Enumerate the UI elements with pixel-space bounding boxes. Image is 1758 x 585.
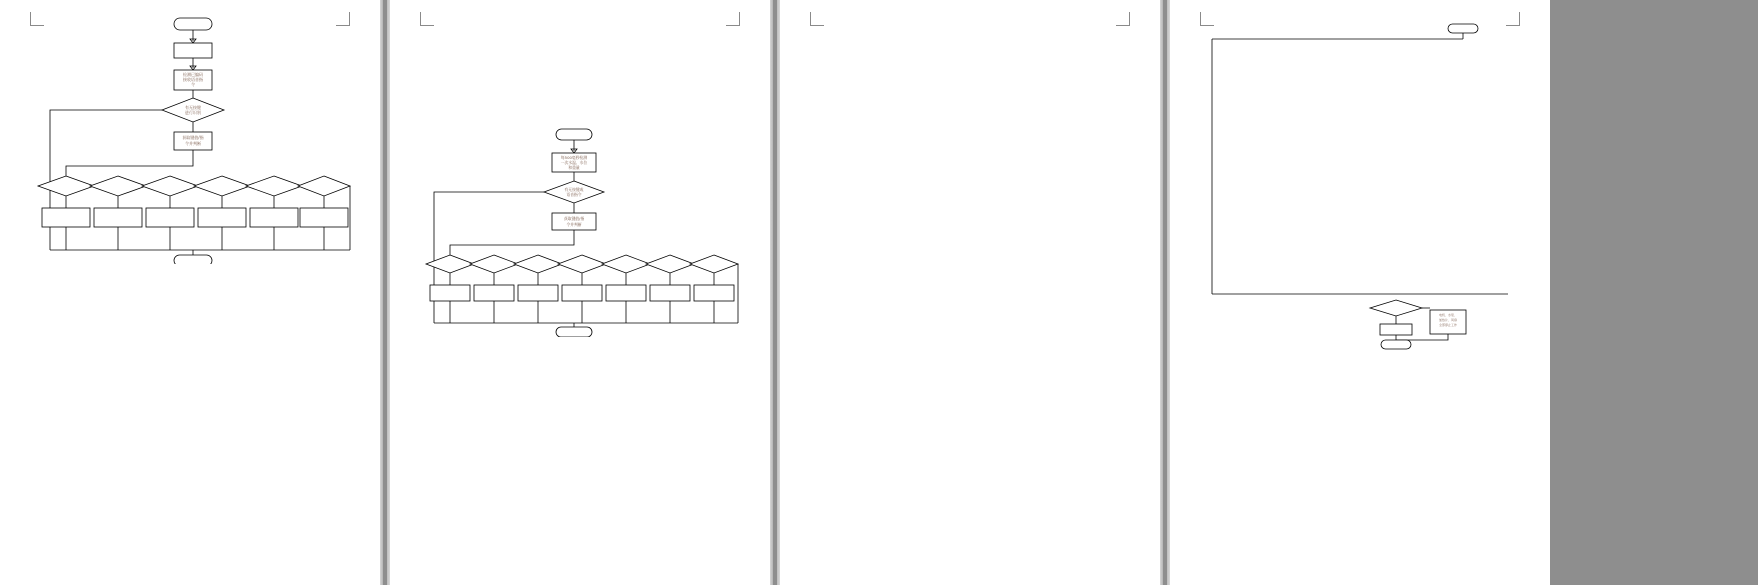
fig1-branches xyxy=(38,176,350,250)
code-line xyxy=(808,270,866,279)
figure-4-4 xyxy=(418,127,742,337)
svg-text:电机、水泵、: 电机、水泵、 xyxy=(1438,313,1458,317)
code-line xyxy=(808,18,838,27)
code-line xyxy=(808,71,850,80)
code-line xyxy=(808,283,840,292)
code-line xyxy=(28,288,56,297)
figure-4-3 xyxy=(28,14,352,264)
code-line xyxy=(418,22,504,31)
svg-text:有无按键或: 有无按键或 xyxy=(564,187,584,193)
svg-text:令并判断: 令并判断 xyxy=(566,222,582,228)
code-line xyxy=(808,203,874,212)
code-line xyxy=(808,97,852,106)
code-line xyxy=(808,150,874,159)
page-gutter xyxy=(1160,0,1170,585)
svg-text:有无按键: 有无按键 xyxy=(185,105,201,110)
svg-text:令并判断: 令并判断 xyxy=(185,141,201,146)
code-line xyxy=(418,76,492,85)
code-line xyxy=(808,257,902,266)
code-line xyxy=(808,163,874,172)
figure-4-5 xyxy=(1198,22,1522,352)
svg-text:获取键值/指: 获取键值/指 xyxy=(182,135,204,140)
code-line xyxy=(808,110,874,119)
code-line xyxy=(28,341,94,350)
code-line xyxy=(28,315,72,324)
code-block-manage xyxy=(808,16,1132,294)
document-page-2[interactable] xyxy=(390,0,770,585)
page-gutter xyxy=(380,0,390,585)
code-line xyxy=(28,367,114,376)
code-line xyxy=(418,89,474,98)
page-gutter xyxy=(770,0,780,585)
code-line xyxy=(808,216,874,225)
document-page-1[interactable] xyxy=(0,0,380,585)
code-line xyxy=(808,84,850,93)
code-line xyxy=(808,44,850,53)
code-line xyxy=(418,102,458,111)
code-line xyxy=(808,190,874,199)
code-line xyxy=(28,275,56,284)
code-line xyxy=(28,354,102,363)
svg-text:和重量: 和重量 xyxy=(568,165,580,171)
code-line xyxy=(808,229,860,238)
code-line xyxy=(808,137,874,146)
code-line xyxy=(418,35,516,44)
svg-text:进行识别: 进行识别 xyxy=(185,110,201,115)
svg-text:语音指令: 语音指令 xyxy=(566,192,582,198)
svg-text:一次水温、水位: 一次水温、水位 xyxy=(560,160,588,166)
document-page-3[interactable] xyxy=(780,0,1160,585)
code-line xyxy=(418,49,500,57)
code-line xyxy=(28,301,68,310)
svg-text:加热片、风扇: 加热片、风扇 xyxy=(1438,318,1458,322)
svg-text:令: 令 xyxy=(191,82,195,87)
code-line xyxy=(808,58,862,67)
code-block-monitor-cont xyxy=(418,20,742,113)
code-line xyxy=(808,243,882,251)
code-line xyxy=(28,328,72,337)
code-line xyxy=(808,176,874,185)
code-line xyxy=(28,381,102,390)
code-line xyxy=(808,124,874,133)
code-line xyxy=(418,63,518,72)
svg-text:接收语音指: 接收语音指 xyxy=(183,77,203,82)
svg-text:检测已编码: 检测已编码 xyxy=(183,72,203,77)
document-page-4[interactable] xyxy=(1170,0,1550,585)
svg-text:每500毫秒检测: 每500毫秒检测 xyxy=(560,155,588,161)
svg-text:获取键值/指: 获取键值/指 xyxy=(563,216,585,222)
svg-text:全部停止工作: 全部停止工作 xyxy=(1438,323,1458,327)
fig2-branches xyxy=(426,255,738,323)
code-block-monitor xyxy=(28,273,352,392)
code-line xyxy=(808,31,838,40)
